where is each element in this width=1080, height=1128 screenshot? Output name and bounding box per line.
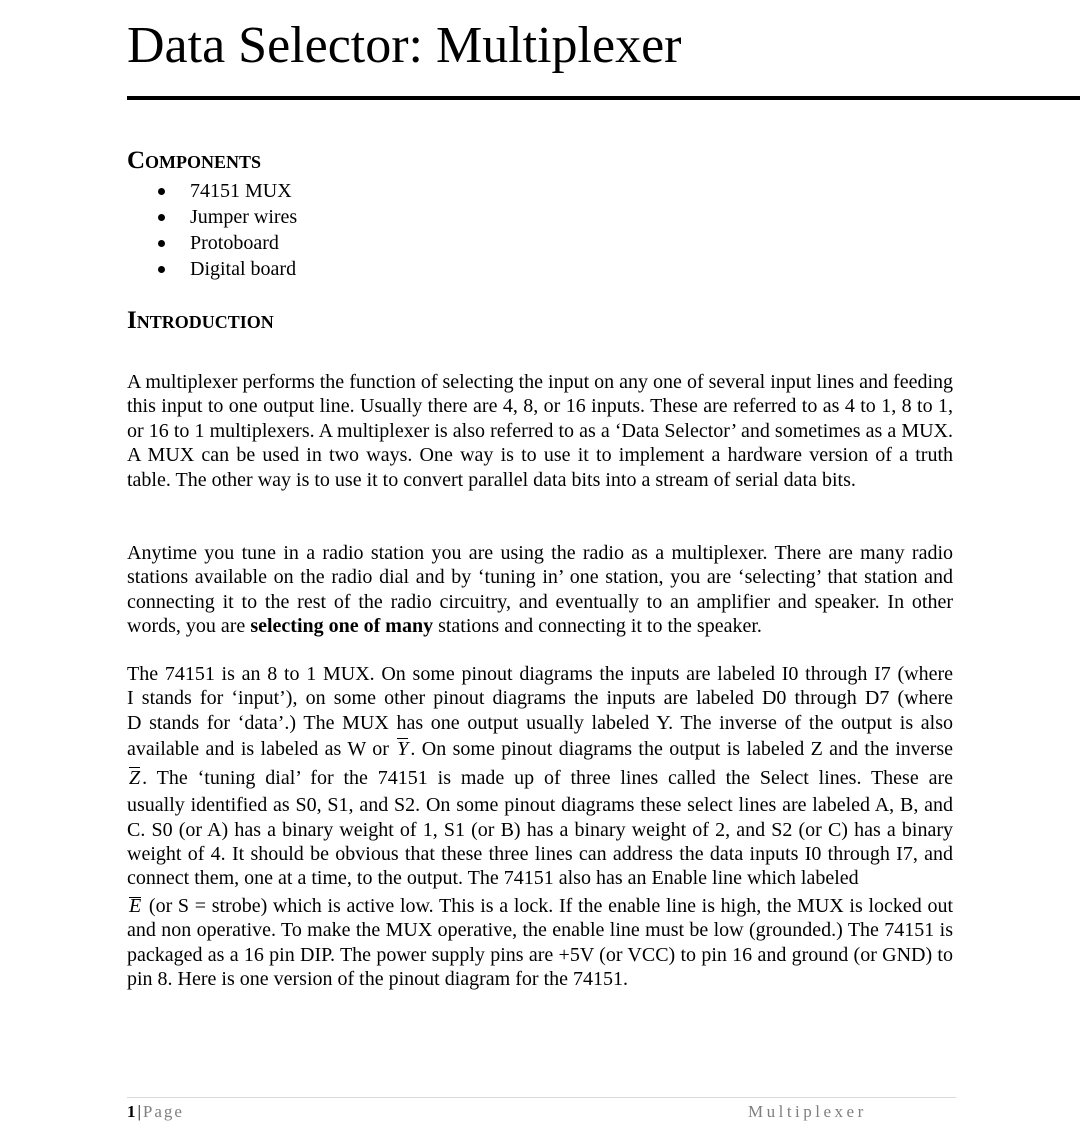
list-item: Jumper wires bbox=[127, 204, 297, 230]
emphasis-text: selecting one of many bbox=[250, 615, 434, 638]
bullet-icon bbox=[158, 214, 165, 221]
intro-paragraph-2: Anytime you tune in a radio station you are using the radio as a multiplexer. There are many radio stations available on the radio dial and by ‘tuning in’ one station, you are ‘selecting’ that station and connecting it to the rest of the radio circuitry, and eventually to an amplifier and speaker. In other words, you are selecting one of many stations and connecting it to the speaker. bbox=[127, 542, 953, 638]
introduction-heading: Introduction bbox=[127, 307, 274, 334]
bullet-icon bbox=[158, 188, 165, 195]
title-rule bbox=[127, 96, 1080, 100]
e-bar-symbol: E bbox=[129, 894, 142, 917]
footer-rule bbox=[127, 1097, 956, 1098]
intro-paragraph-3: The 74151 is an 8 to 1 MUX. On some pinout diagrams the inputs are labeled I0 through I7 (where I stands for ‘input’), on some other pinout diagrams the inputs are labeled D0 through D7 (where D stands for ‘data’.) The MUX has one output usually labeled Y. The inverse of the output is also available and is labeled as W or Y . On some pinout diagrams the output is labeled Z and the inverse Z . The ‘tuning dial’ for the 74151 is made up of three lines called the Select lines. These are usually identified as S0, S1, and S2. On some pinout diagrams these select lines are labeled A, B, and C. S0 (or A) has a binary weight of 1, S1 (or B) has a binary weight of 2, and S2 (or C) has a binary weight of 4. It should be obvious that these three lines can address the data inputs I0 through I7, and connect them, one at a time, to the output. The 74151 also has an Enable line which labeled E (or S = strobe) which is active low. This is a lock. If the enable line is high, the MUX is locked out and non operative. To make the MUX operative, the enable line must be low (grounded.) The 74151 is packaged as a 16 pin DIP. The power supply pins are +5V (or VCC) to pin 16 and ground (or GND) to pin 8. Here is one version of the pinout diagram for the 74151. bbox=[127, 663, 953, 991]
list-item: Digital board bbox=[127, 256, 297, 282]
bullet-icon bbox=[158, 240, 165, 247]
components-list bbox=[127, 178, 297, 282]
bullet-icon bbox=[158, 266, 165, 273]
list-item: Protoboard bbox=[127, 230, 297, 256]
intro-paragraph-1: A multiplexer performs the function of selecting the input on any one of several input lines and feeding this input to one output line. Usually there are 4, 8, or 16 inputs. These are referred to as 4 to 1, 8 to 1, or 16 to 1 multiplexers. A multiplexer is also referred to as a ‘Data Selector’ and sometimes as a MUX. A MUX can be used in two ways. One way is to use it to implement a hardware version of a truth table. The other way is to use it to convert parallel data bits into a stream of serial data bits. bbox=[127, 371, 953, 491]
list-item: 74151 MUX bbox=[127, 178, 297, 204]
footer-doc-title: Multiplexer bbox=[748, 1102, 867, 1121]
page-title: Data Selector: Multiplexer bbox=[127, 17, 682, 74]
y-bar-symbol: Y bbox=[395, 735, 410, 764]
z-bar-symbol: Z bbox=[127, 764, 142, 793]
components-heading: Components bbox=[127, 147, 262, 174]
footer-page-number: 1 | Page bbox=[127, 1102, 184, 1121]
